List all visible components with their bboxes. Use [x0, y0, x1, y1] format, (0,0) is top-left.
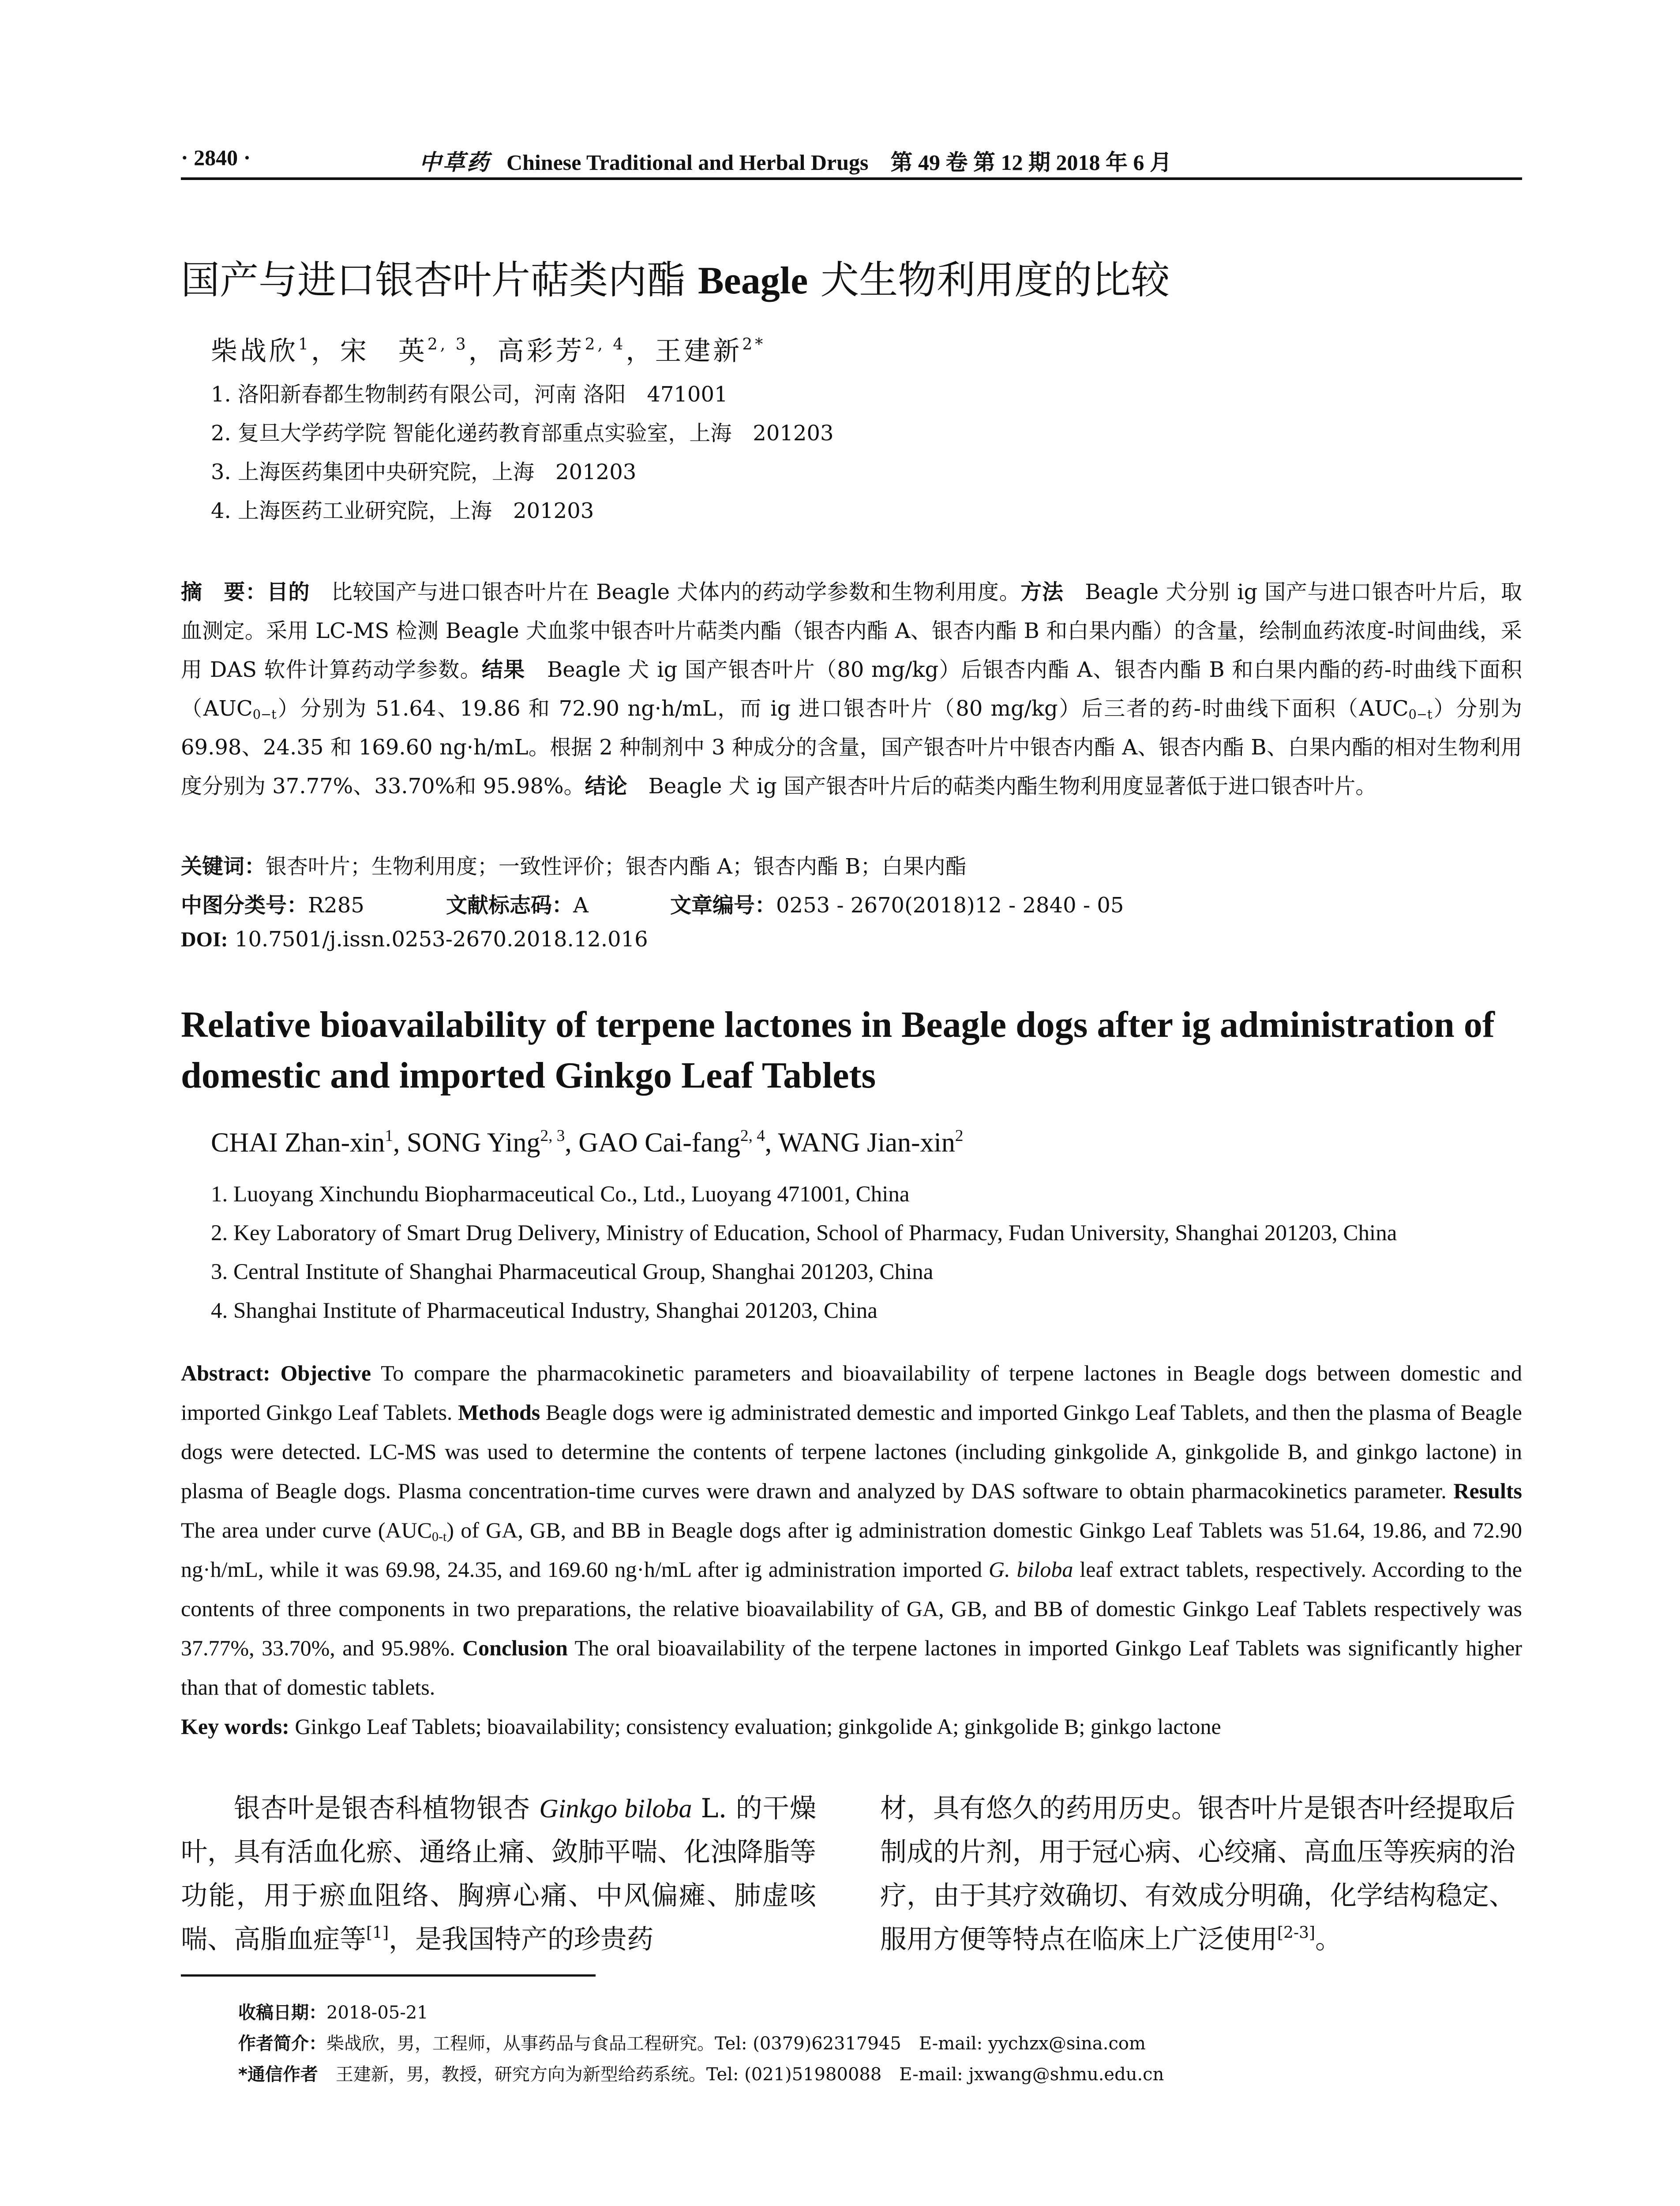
abstract-label: 摘 要： — [181, 580, 267, 604]
author-name: 高彩芳 — [497, 336, 585, 367]
objective-text: To compare the pharmacokinetic parameters and bioavailability of terpene lactones in Beagle dogs between domestic and imported Ginkgo Leaf Tablets. — [181, 1361, 1522, 1425]
author-separator: ， — [626, 336, 655, 367]
results-text: ）分别为 51.64、19.86 和 72.90 ng·h/mL，而 ig 进口银杏叶片（80 mg/kg）后三者的药-时曲线下面积（AUC — [276, 696, 1409, 721]
keywords-label: Key words: — [181, 1714, 289, 1739]
running-header — [181, 140, 1522, 176]
body-text: 。 — [1315, 1924, 1342, 1955]
results-text: leaf extract tablets, respectively. According to the contents of three components in two preparations, the relative bioavailability of GA, GB, and BB of domestic Ginkgo Leaf Tablets respectively was 37.77%, 33.70%, and 95.98%. — [181, 1557, 1522, 1660]
author-name: WANG Jian-xin — [778, 1128, 955, 1158]
conclusion-label: 结论 — [585, 774, 627, 799]
body-text: 银杏叶是银杏科植物银杏 — [234, 1793, 540, 1824]
clc-label: 中图分类号： — [181, 893, 308, 918]
author-name: 柴战欣 — [211, 336, 298, 367]
journal-logo: 中草药 — [419, 149, 491, 175]
cn-affiliation: 3. 上海医药集团中央研究院，上海 201203 — [211, 460, 637, 484]
en-affiliation: 3. Central Institute of Shanghai Pharmaceutical Group, Shanghai 201203, China — [211, 1260, 934, 1284]
conclusion-text: Beagle 犬 ig 国产银杏叶片后的萜类内酯生物利用度显著低于进口银杏叶片。 — [627, 774, 1377, 799]
article-number-value: 0253 - 2670(2018)12 - 2840 - 05 — [776, 893, 1124, 918]
body-text: ，是我国特产的珍贵药 — [389, 1924, 653, 1955]
abstract-label: Abstract: — [181, 1361, 270, 1385]
objective-label: Objective — [280, 1361, 371, 1385]
author-name: 王建新 — [655, 336, 742, 367]
conclusion-text: The oral bioavailability of the terpene lactones in imported Ginkgo Leaf Tablets was significantly higher than that of domestic tablets. — [181, 1636, 1522, 1700]
methods-label: Methods — [458, 1400, 540, 1425]
chinese-title — [181, 249, 1522, 305]
author-affiliation-mark: 2, 3 — [427, 335, 469, 354]
cn-affiliation: 4. 上海医药工业研究院，上海 201203 — [211, 499, 594, 523]
doi-line — [181, 927, 648, 952]
corresponding-author-label: *通信作者 — [238, 2064, 318, 2085]
received-date-footnote — [238, 1999, 428, 2024]
author-affiliation-mark: 2, 4 — [585, 335, 626, 354]
author-affiliation-mark: 2 — [955, 1126, 964, 1145]
species-name: G. biloba — [989, 1557, 1073, 1582]
auc-subscript: 0−t — [252, 707, 277, 722]
author-bio-footnote — [238, 2030, 1146, 2055]
corresponding-author-footnote — [238, 2060, 1164, 2086]
results-text: The area under curve (AUC — [181, 1518, 432, 1542]
author-bio-label: 作者简介： — [238, 2033, 326, 2054]
body-column-left — [181, 1787, 816, 1962]
en-affiliation: 4. Shanghai Institute of Pharmaceutical Industry, Shanghai 201203, China — [211, 1298, 878, 1323]
cn-keywords — [181, 849, 966, 880]
citation-ref: [1] — [366, 1924, 389, 1942]
author-name: SONG Ying — [406, 1128, 540, 1158]
results-label: 结果 — [481, 657, 525, 682]
author-separator: , — [393, 1128, 407, 1158]
body-column-right — [880, 1787, 1515, 1962]
journal-issue: 第 49 卷 第 12 期 2018 年 6 月 — [890, 150, 1172, 175]
received-date: 2018-05-21 — [326, 2003, 428, 2023]
received-label: 收稿日期： — [238, 2003, 326, 2023]
author-affiliation-mark: 2, 4 — [740, 1126, 765, 1145]
body-text: 材，具有悠久的药用历史。银杏叶片是银杏叶经提取后制成的片剂，用于冠心病、心绞痛、高血压等疾病的治疗，由于其疗效确切、有效成分明确，化学结构稳定、服用方便等特点在临床上广泛使用 — [880, 1793, 1515, 1955]
author-affiliation-mark: 1 — [385, 1126, 393, 1145]
author-separator: ， — [468, 336, 498, 367]
cn-title-bold: Beagle — [698, 259, 808, 302]
author-separator: , — [765, 1128, 778, 1158]
journal-name-line — [419, 145, 1172, 176]
journal-name: Chinese Traditional and Herbal Drugs — [506, 150, 869, 175]
author-affiliation-mark: 2, 3 — [540, 1126, 565, 1145]
header-rule — [181, 177, 1522, 180]
methods-text: Beagle dogs were ig administrated demestic and imported Ginkgo Leaf Tablets, and then the plasma of Beagle dogs were detected. LC-MS was used to determine the contents of terpene lactones (including ginkgolide A, ginkgolide B, and ginkgo lactone) in plasma of Beagle dogs. Plasma concentration-time curves were drawn and analyzed by DAS software to obtain pharmacokinetics parameter. — [181, 1400, 1522, 1503]
chinese-authors — [211, 330, 765, 368]
results-text: ) of GA, GB, and BB in Beagle dogs after ig administration domestic Ginkgo Leaf Tablets was 51.64, 19.86, and 72.90 ng·h/mL, while it was 69.98, 24.35, and 169.60 ng·h/mL after ig administration imported — [181, 1518, 1522, 1582]
author-affiliation-mark: 2* — [742, 335, 766, 354]
author-name: 宋 英 — [340, 336, 428, 367]
citation-ref: [2-3] — [1277, 1924, 1316, 1942]
conclusion-label: Conclusion — [462, 1636, 568, 1660]
results-label: Results — [1453, 1478, 1522, 1503]
doccode-value: A — [573, 893, 589, 918]
english-authors — [211, 1127, 964, 1159]
doi-value: 10.7501/j.issn.0253-2670.2018.12.016 — [234, 927, 648, 952]
author-separator: , — [565, 1128, 579, 1158]
body-text: L. 的干燥叶，具有活血化瘀、通络止痛、敛肺平喘、化浊降脂等功能，用于瘀血阻络、胸痹心痛、中风偏瘫、肺虚咳喘、高脂血症等 — [181, 1793, 817, 1955]
author-affiliation-mark: 1 — [298, 335, 311, 354]
corresponding-author-text: 王建新，男，教授，研究方向为新型给药系统。Tel: (021)51980088 E-mail: jxwang@shmu.edu.cn — [318, 2064, 1164, 2085]
en-affiliation: 2. Key Laboratory of Smart Drug Delivery, Ministry of Education, School of Pharmacy, Fudan University, Shanghai 201203, China — [211, 1221, 1397, 1246]
footnote-rule — [181, 1974, 596, 1977]
doccode-label: 文献标志码： — [446, 893, 574, 918]
english-title: Relative bioavailability of terpene lactones in Beagle dogs after ig administration of domestic and imported Ginkgo Leaf Tablets — [181, 1004, 1495, 1096]
keywords-label: 关键词： — [181, 854, 266, 879]
methods-label: 方法 — [1020, 580, 1064, 604]
clc-value: R285 — [308, 893, 364, 918]
results-text: Beagle 犬 ig 国产银杏叶片（80 mg/kg）后银杏内酯 A、银杏内酯 B 和白果内酯的药-时曲线下面积（AUC — [181, 657, 1522, 721]
author-name: CHAI Zhan-xin — [211, 1128, 385, 1158]
article-number-label: 文章编号： — [670, 893, 776, 918]
classification-line — [181, 888, 1124, 919]
objective-text: 比较国产与进口银杏叶片在 Beagle 犬体内的药动学参数和生物利用度。 — [310, 580, 1021, 604]
author-name: GAO Cai-fang — [578, 1128, 741, 1158]
auc-subscript: 0-t — [432, 1529, 447, 1544]
page-number: · 2840 · — [181, 145, 251, 170]
objective-label: 目的 — [266, 580, 310, 604]
author-separator: ， — [311, 336, 340, 367]
keywords-text: 银杏叶片；生物利用度；一致性评价；银杏内酯 A；银杏内酯 B；白果内酯 — [266, 854, 967, 879]
auc-subscript: 0−t — [1408, 707, 1432, 722]
cn-affiliation: 1. 洛阳新春都生物制药有限公司，河南 洛阳 471001 — [211, 382, 728, 407]
en-affiliation: 1. Luoyang Xinchundu Biopharmaceutical Co., Ltd., Luoyang 471001, China — [211, 1182, 910, 1207]
author-bio-text: 柴战欣，男，工程师，从事药品与食品工程研究。Tel: (0379)62317945 E-mail: yychzx@sina.com — [326, 2033, 1146, 2054]
doi-label: DOI: — [181, 928, 228, 951]
keywords-text: Ginkgo Leaf Tablets; bioavailability; consistency evaluation; ginkgolide A; ginkgolide B; ginkgo lactone — [289, 1714, 1221, 1739]
methods-text: Beagle 犬分别 ig 国产与进口银杏叶片后，取血测定。采用 LC-MS 检测 Beagle 犬血浆中银杏叶片萜类内酯（银杏内酯 A、银杏内酯 B 和白果内酯）的含量，绘制血药浓度-时间曲线，采用 DAS 软件计算药动学参数。 — [181, 580, 1522, 682]
english-abstract — [181, 1354, 1522, 1746]
cn-title-part-1: 国产与进口银杏叶片萜类内酯 — [181, 257, 698, 303]
results-text: ）分别为 69.98、24.35 和 169.60 ng·h/mL。根据 2 种制剂中 3 种成分的含量，国产银杏叶片中银杏内酯 A、银杏内酯 B、白果内酯的相对生物利用度分别为 37.77%、33.70%和 95.98%。 — [181, 696, 1522, 799]
cn-title-part-2: 犬生物利用度的比较 — [808, 257, 1170, 303]
cn-affiliation: 2. 复旦大学药学院 智能化递药教育部重点实验室，上海 201203 — [211, 421, 834, 446]
chinese-abstract — [181, 573, 1522, 806]
species-name: Ginkgo biloba — [539, 1794, 692, 1823]
